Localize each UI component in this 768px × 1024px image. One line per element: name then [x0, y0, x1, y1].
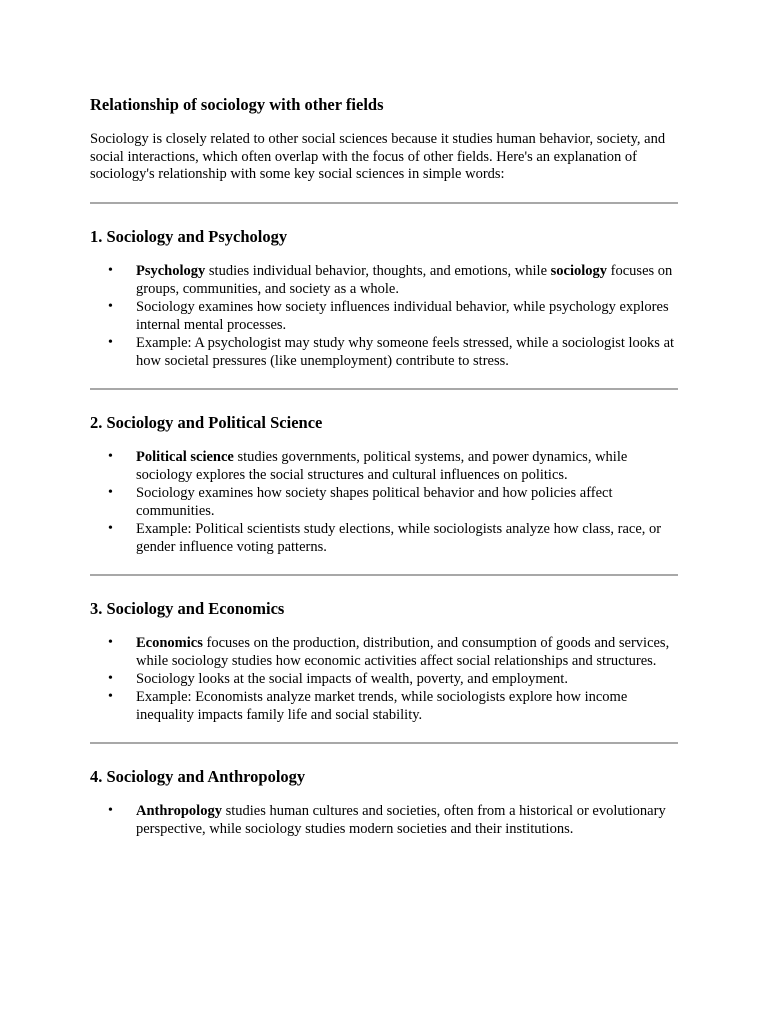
bullet-icon: • — [108, 520, 113, 536]
item-text: studies governments, political systems, and power dynamics, while sociology explores the social structures and cultural influences on politics. — [136, 448, 628, 483]
section-anthropology — [90, 767, 678, 838]
item-text: focuses on the production, distribution, and consumption of goods and services, while sociology studies how economic activities affect social relationships and structures. — [136, 634, 670, 669]
bullet-icon: • — [108, 634, 113, 650]
list-item — [108, 334, 678, 370]
document-title: Relationship of sociology with other fields — [90, 95, 384, 114]
item-text: Sociology examines how society influences individual behavior, while psychology explores internal mental processes. — [136, 298, 669, 333]
bullet-list — [90, 262, 678, 370]
bullet-icon: • — [108, 298, 113, 314]
item-text: focuses on groups, communities, and society as a whole. — [136, 262, 673, 297]
item-text: Example: Political scientists study elections, while sociologists analyze how class, race, or gender influence voting patterns. — [136, 520, 662, 555]
section-psychology — [90, 227, 678, 390]
key-term: Economics — [136, 634, 203, 651]
section-political-science — [90, 413, 678, 576]
section-heading: 3. Sociology and Economics — [90, 598, 285, 618]
list-item — [108, 634, 678, 670]
intro-paragraph: Sociology is closely related to other social sciences because it studies human behavior, society, and social interactions, which often overlap with the focus of other fields. Here's an explanation of sociology's relationship with some key social sciences in simple words: — [90, 131, 666, 182]
key-term: Psychology — [136, 262, 206, 279]
list-item — [108, 262, 678, 298]
item-text: Example: A psychologist may study why someone feels stressed, while a sociologist looks at how societal pressures (like unemployment) contribute to stress. — [136, 334, 675, 369]
list-item — [108, 448, 678, 484]
bullet-icon: • — [108, 262, 113, 278]
list-item — [108, 298, 678, 334]
bullet-icon: • — [108, 670, 113, 686]
bullet-icon: • — [108, 334, 113, 350]
section-heading: 2. Sociology and Political Science — [90, 412, 323, 432]
bullet-icon: • — [108, 688, 113, 704]
bullet-list — [90, 448, 678, 556]
bullet-icon: • — [108, 484, 113, 500]
item-text: Sociology examines how society shapes political behavior and how policies affect communities. — [136, 484, 613, 519]
section-heading: 4. Sociology and Anthropology — [90, 766, 306, 786]
divider — [90, 742, 678, 744]
divider — [90, 388, 678, 390]
section-economics — [90, 599, 678, 744]
item-text: studies individual behavior, thoughts, and emotions, while — [205, 262, 551, 279]
divider — [90, 202, 678, 204]
bullet-list — [90, 634, 678, 724]
list-item — [108, 484, 678, 520]
list-item — [108, 688, 678, 724]
item-text: Sociology looks at the social impacts of wealth, poverty, and employment. — [136, 670, 568, 687]
bullet-icon: • — [108, 802, 113, 818]
list-item — [108, 520, 678, 556]
bullet-icon: • — [108, 448, 113, 464]
list-item — [108, 670, 678, 688]
list-item — [108, 802, 678, 838]
item-text: studies human cultures and societies, often from a historical or evolutionary perspective, while sociology studies modern societies and their institutions. — [136, 802, 666, 837]
item-text: Example: Economists analyze market trends, while sociologists explore how income inequality impacts family life and social stability. — [136, 688, 628, 723]
section-heading: 1. Sociology and Psychology — [90, 226, 288, 246]
divider — [90, 574, 678, 576]
key-term: Political science — [136, 448, 234, 465]
key-term: sociology — [550, 262, 608, 279]
key-term: Anthropology — [136, 802, 222, 819]
bullet-list — [90, 802, 678, 838]
